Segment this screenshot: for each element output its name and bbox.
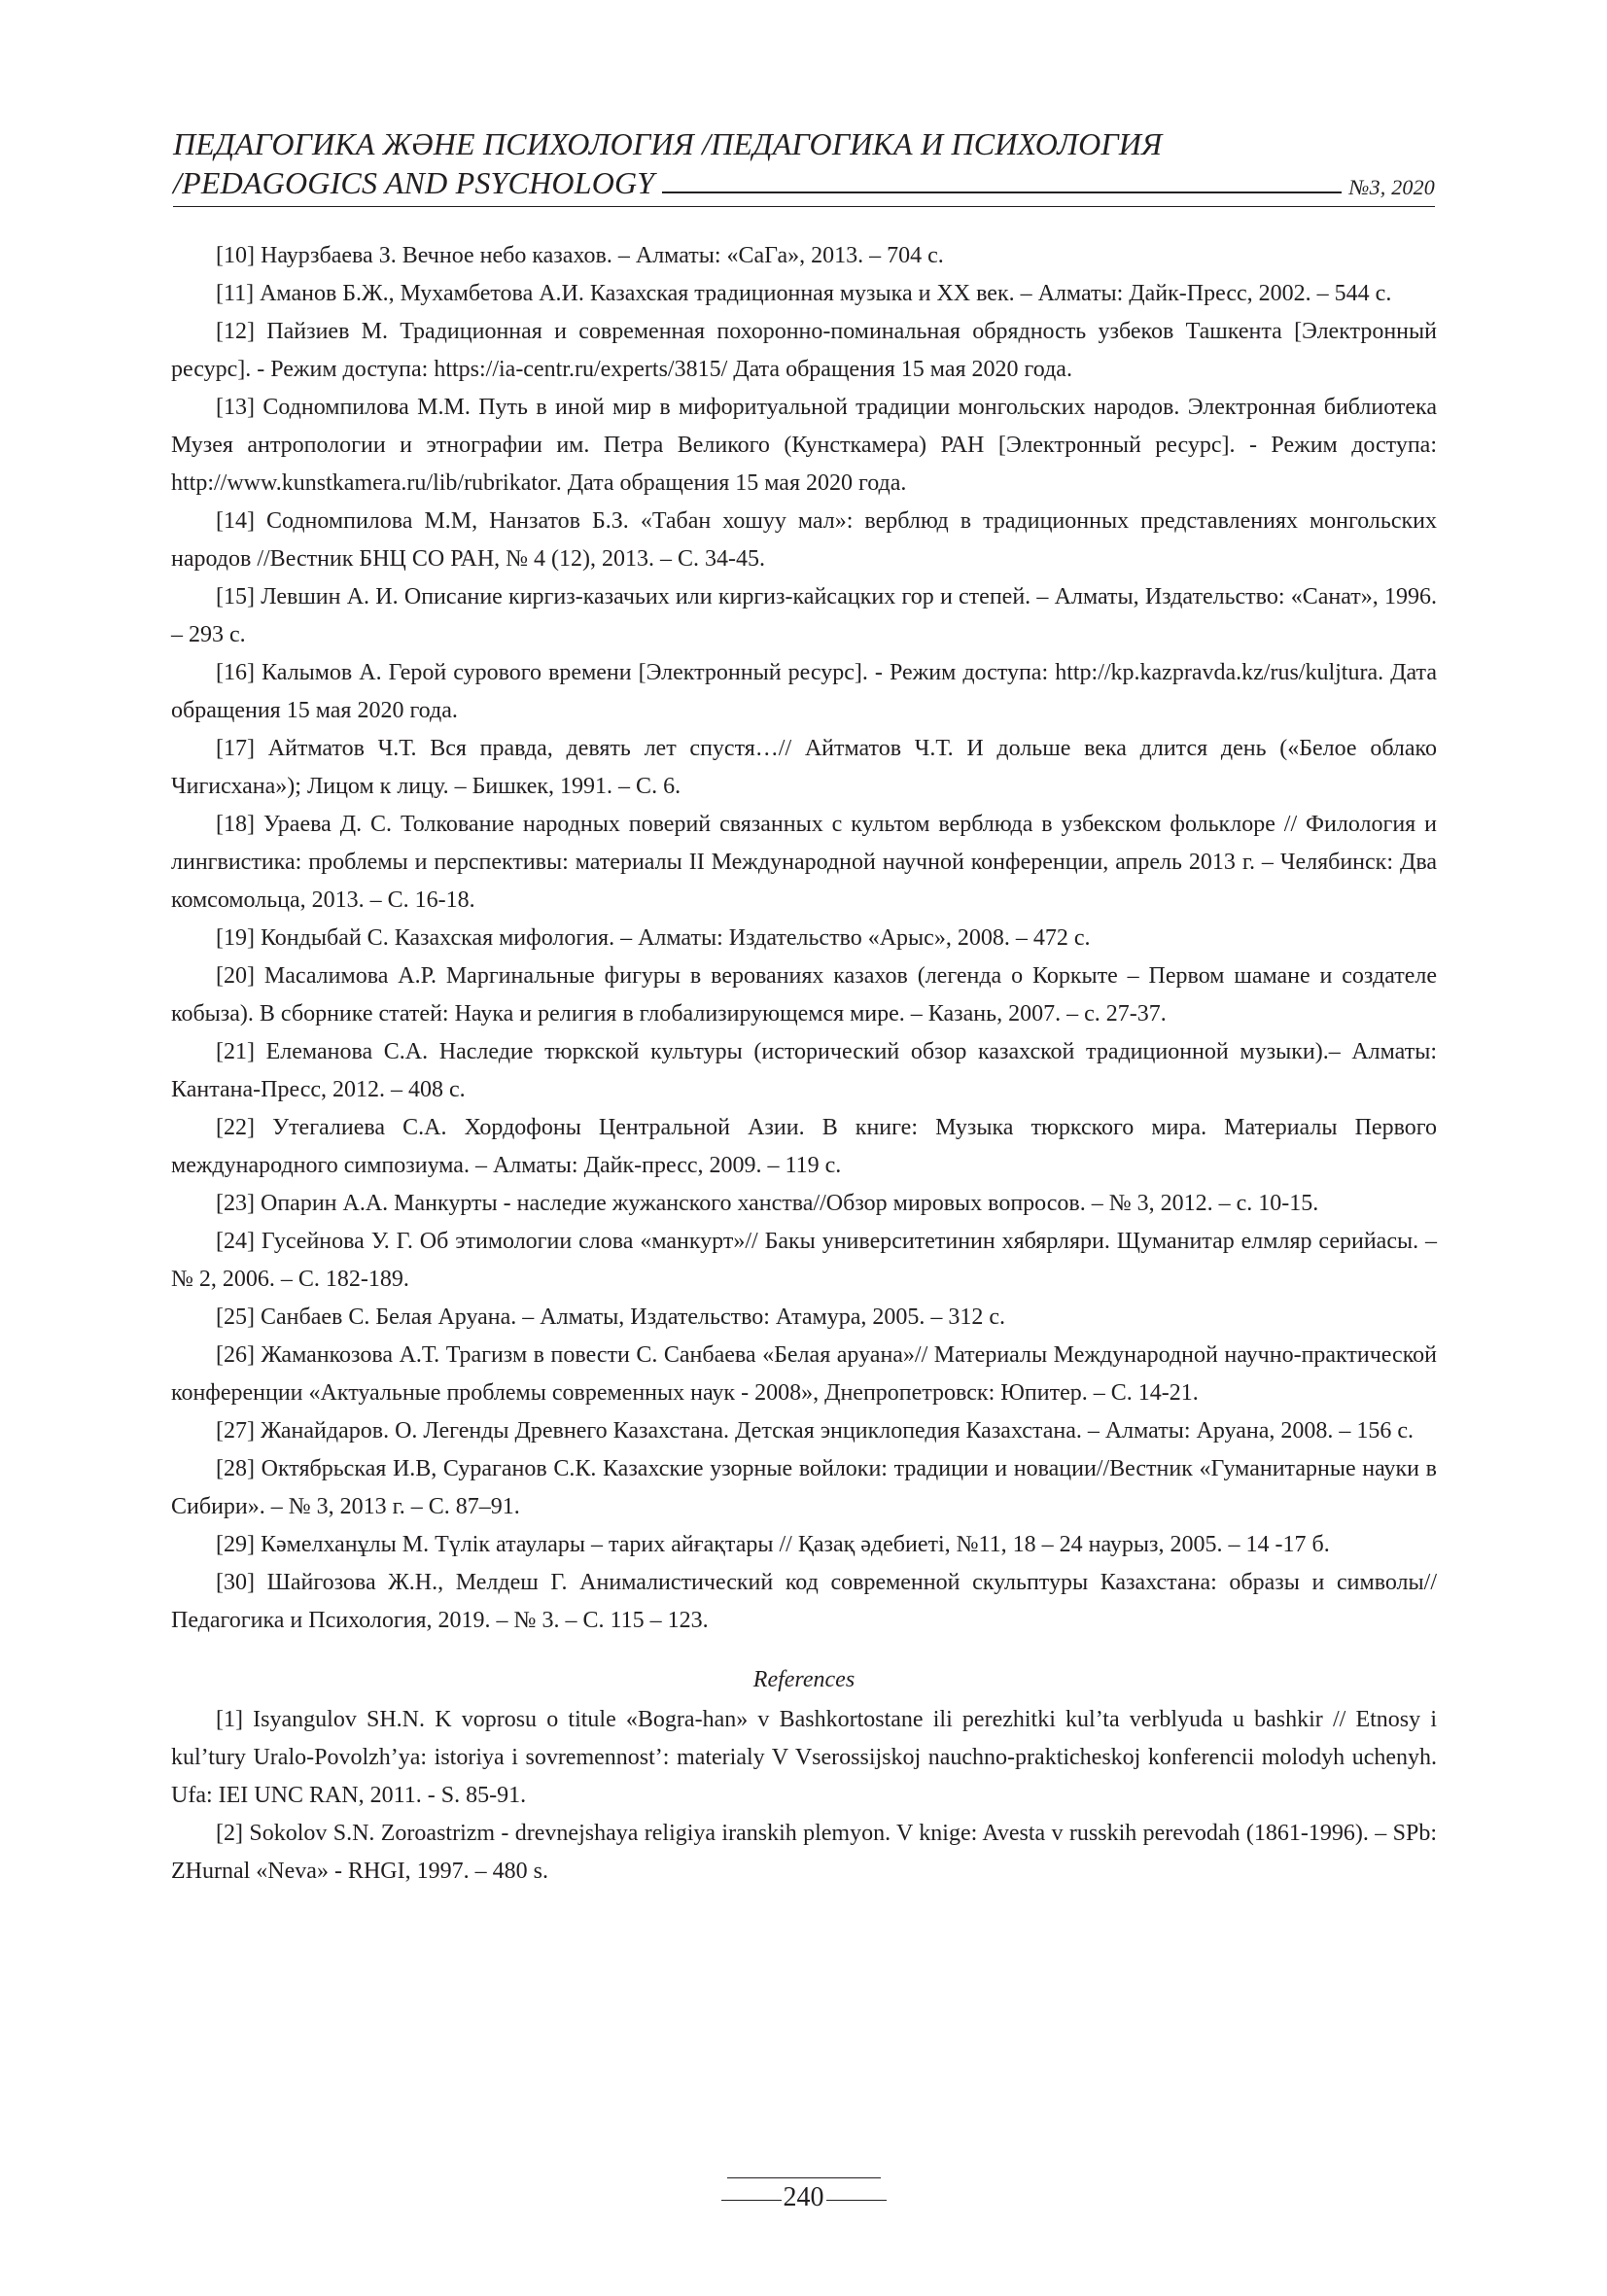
reference-list-english — [171, 1701, 1437, 1891]
journal-title-line-2: /PEDAGOGICS AND PSYCHOLOGY — [173, 165, 655, 200]
reference-entry: [16] Калымов А. Герой сурового времени [Электронный ресурс]. - Режим доступа: http://kp.kazpravda.kz/rus/kuljtura. Дата обращения 15 мая 2020 года. — [171, 660, 1437, 723]
reference-entry: [12] Пайзиев М. Традиционная и современная похоронно-поминальная обрядность узбеков Ташкента [Электронный ресурс]. - Режим доступа: https://ia-centr.ru/experts/3815/ Дата обращения 15 мая 2020 года. — [171, 319, 1437, 382]
reference-entry: [24] Гусейнова У. Г. Об этимологии слова «манкурт»// Бакы университетинин хябярляри. Щуманитар елмляр серийасы. – № 2, 2006. – С. 182-189. — [171, 1229, 1437, 1292]
issue-number: №3, 2020 — [1348, 175, 1435, 199]
reference-entry: [10] Наурзбаева З. Вечное небо казахов. – Алматы: «СаГа», 2013. – 704 с. — [216, 243, 944, 268]
page-number-ornament — [719, 2181, 889, 2214]
reference-entry: [23] Опарин А.А. Манкурты - наследие жужанского ханства//Обзор мировых вопросов. – № 3, 2012. – с. 10-15. — [216, 1191, 1319, 1216]
reference-entry: [20] Масалимова А.Р. Маргинальные фигуры в верованиях казахов (легенда о Коркыте – Первом шамане и создателе кобыза). В сборнике статей: Наука и религия в глобализирующемся мире. – Казань, 2007. – с. 27-37. — [171, 963, 1437, 1026]
reference-entry: [14] Содномпилова М.М, Нанзатов Б.З. «Табан хошуу мал»: верблюд в традиционных представлениях монгольских народов //Вестник БНЦ СО РАН, № 4 (12), 2013. – С. 34-45. — [171, 508, 1437, 572]
journal-title-line-1: ПЕДАГОГИКА ЖӘНЕ ПСИХОЛОГИЯ /ПЕДАГОГИКА И ПСИХОЛОГИЯ — [173, 126, 1163, 161]
reference-entry: [29] Кәмелханұлы М. Түлік атаулары – тарих айғақтары // Қазақ әдебиеті, №11, 18 – 24 наурыз, 2005. – 14 -17 б. — [216, 1532, 1330, 1557]
reference-entry: [21] Елеманова С.А. Наследие тюркской культуры (исторический обзор казахской традиционной музыки).– Алматы: Кантана-Пресс, 2012. – 408 с. — [171, 1039, 1437, 1102]
reference-entry: [1] Isyangulov SH.N. K voprosu o titule «Bogra-han» v Bashkortostane ili perezhitki kul’ta verblyuda u bashkir // Etnosy i kul’tury Uralo-Povolzh’ya: istoriya i sovremennost’: materialy V Vserossijskoj nauchno-prakticheskoj konferencii molodyh uchenyh. Ufa: IEI UNC RAN, 2011. - S. 85-91. — [171, 1707, 1437, 1808]
page-footer — [0, 2174, 1607, 2214]
reference-entry: [13] Содномпилова М.М. Путь в иной мир в мифоритуальной традиции монгольских народов. Электронная библиотека Музея антропологии и этнографии им. Петра Великого (Кунсткамера) РАН [Электронный ресурс]. - Режим доступа: http://www.kunstkamera.ru/lib/rubrikator. Дата обращения 15 мая 2020 года. — [171, 395, 1437, 496]
reference-entry: [19] Кондыбай С. Казахская мифология. – Алматы: Издательство «Арыс», 2008. – 472 с. — [216, 925, 1091, 951]
header-underline — [173, 206, 1435, 207]
reference-entry: [22] Утегалиева С.А. Хордофоны Центральной Азии. В книге: Музыка тюркского мира. Материалы Первого международного симпозиума. – Алматы: Дайк-пресс, 2009. – 119 с. — [171, 1115, 1437, 1178]
reference-list-russian — [171, 237, 1437, 1640]
reference-entry: [25] Санбаев С. Белая Аруана. – Алматы, Издательство: Атамура, 2005. – 312 с. — [216, 1305, 1005, 1330]
reference-entry: [17] Айтматов Ч.Т. Вся правда, девять лет спустя…// Айтматов Ч.Т. И дольше века длится день («Белое облако Чигисхана»); Лицом к лицу. – Бишкек, 1991. – С. 6. — [171, 736, 1437, 799]
reference-entry: [27] Жанайдаров. О. Легенды Древнего Казахстана. Детская энциклопедия Казахстана. – Алматы: Аруана, 2008. – 156 с. — [216, 1418, 1414, 1444]
page-number-left-dash — [721, 2200, 782, 2201]
running-header — [173, 124, 1435, 207]
references-heading: References — [752, 1667, 856, 1692]
reference-entry: [15] Левшин А. И. Описание киргиз-казачьих или киргиз-кайсацких гор и степей. – Алматы, Издательство: «Санат», 1996. – 293 с. — [171, 584, 1437, 647]
reference-entry: [18] Ураева Д. С. Толкование народных поверий связанных с культом верблюда в узбекском фольклоре // Филология и лингвистика: проблемы и перспективы: материалы II Международной научной конференции, апрель 2013 г. – Челябинск: Два комсомольца, 2013. – С. 16-18. — [171, 812, 1437, 913]
reference-entry: [28] Октябрьская И.В, Сураганов С.К. Казахские узорные войлоки: традиции и новации//Вестник «Гуманитарные науки в Сибири». – № 3, 2013 г. – С. 87–91. — [171, 1456, 1437, 1519]
reference-entry: [26] Жаманкозова А.Т. Трагизм в повести С. Санбаева «Белая аруана»// Материалы Международной научно-практической конференции «Актуальные проблемы современных наук - 2008», Днепропетровск: Юпитер. – С. 14-21. — [171, 1342, 1437, 1406]
reference-entry: [11] Аманов Б.Ж., Мухамбетова А.И. Казахская традиционная музыка и XX век. – Алматы: Дайк-Пресс, 2002. – 544 с. — [216, 281, 1392, 306]
page-number-right-dash — [826, 2200, 887, 2201]
journal-title-line-2-row — [173, 163, 1435, 202]
page-number-overline — [727, 2177, 881, 2178]
page-content — [171, 237, 1437, 1891]
page-number: 240 — [783, 2181, 824, 2212]
header-rule — [662, 191, 1341, 193]
reference-entry: [2] Sokolov S.N. Zoroastrizm - drevnejshaya religiya iranskih plemyon. V knige: Avesta v russkih perevodah (1861-1996). – SPb: ZHurnal «Neva» - RHGI, 1997. – 480 s. — [171, 1821, 1437, 1884]
reference-entry: [30] Шайгозова Ж.Н., Мелдеш Г. Анималистический код современной скульптуры Казахстана: образы и символы// Педагогика и Психология, 2019. – № 3. – С. 115 – 123. — [171, 1570, 1437, 1633]
